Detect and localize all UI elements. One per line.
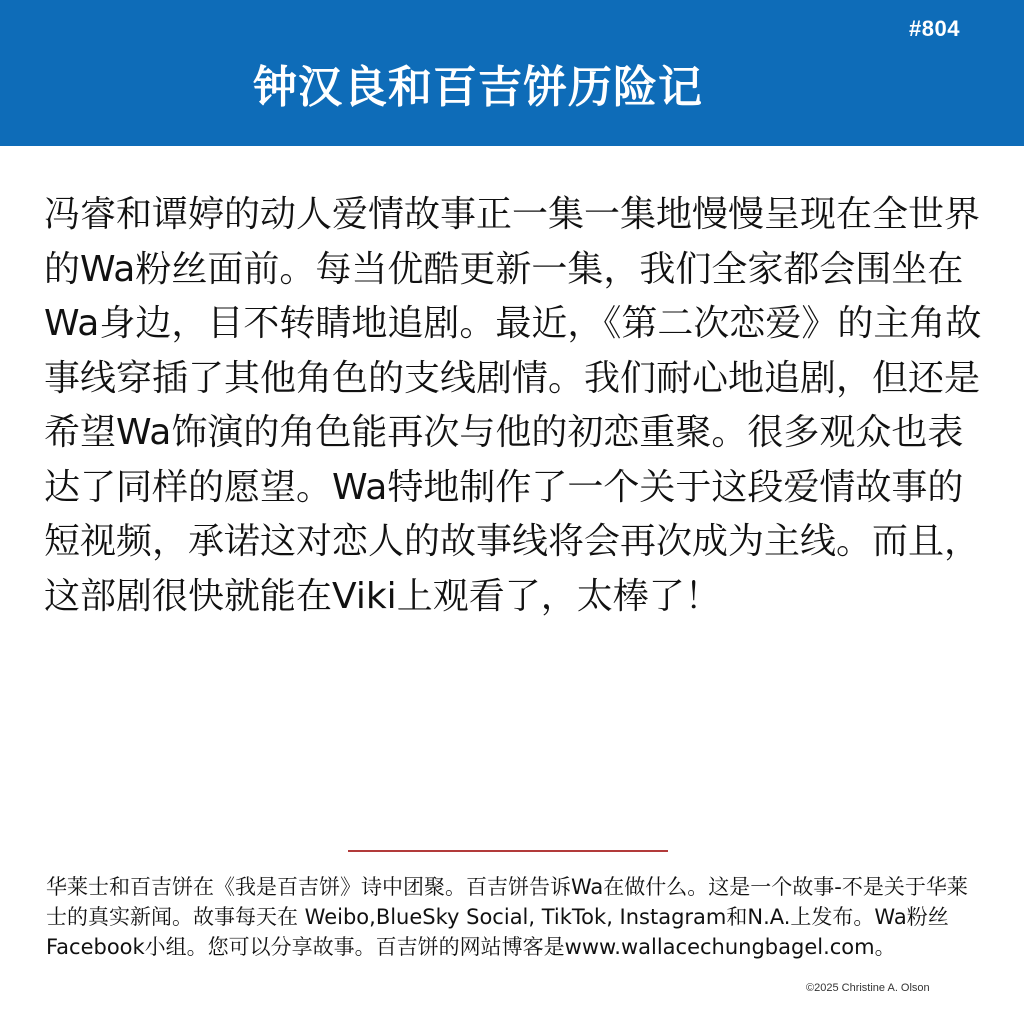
header-banner <box>0 0 1024 146</box>
story-text: 冯睿和谭婷的动人爱情故事正一集一集地慢慢呈现在全世界的Wa粉丝面前。每当优酷更新一集，我们全家都会围坐在Wa身边，目不转睛地追剧。最近，《第二次恋爱》的主角故事线穿插了其他角色的支线剧情。我们耐心地追剧，但还是希望Wa饰演的角色能再次与他的初恋重聚。很多观众也表达了同样的愿望。Wa特地制作了一个关于这段爱情故事的短视频，承诺这对恋人的故事线将会再次成为主线。而且，这部剧很快就能在Viki上观看了，太棒了！ <box>44 194 982 617</box>
divider <box>348 850 668 852</box>
episode-number: #804 <box>909 16 960 41</box>
copyright-notice: ©2025 Christine A. Olson <box>806 982 930 994</box>
page-title: 钟汉良和百吉饼历险记 <box>253 62 703 113</box>
footnote-text: 华莱士和百吉饼在《我是百吉饼》诗中团聚。百吉饼告诉Wa在做什么。这是一个故事-不是关于华莱士的真实新闻。故事每天在 Weibo,BlueSky Social, TikTok, Instagram和N.A.上发布。Wa粉丝Facebook小组。您可以分享故事。百吉饼的网站博客是www.wallacechungbagel.com。 <box>46 875 968 959</box>
